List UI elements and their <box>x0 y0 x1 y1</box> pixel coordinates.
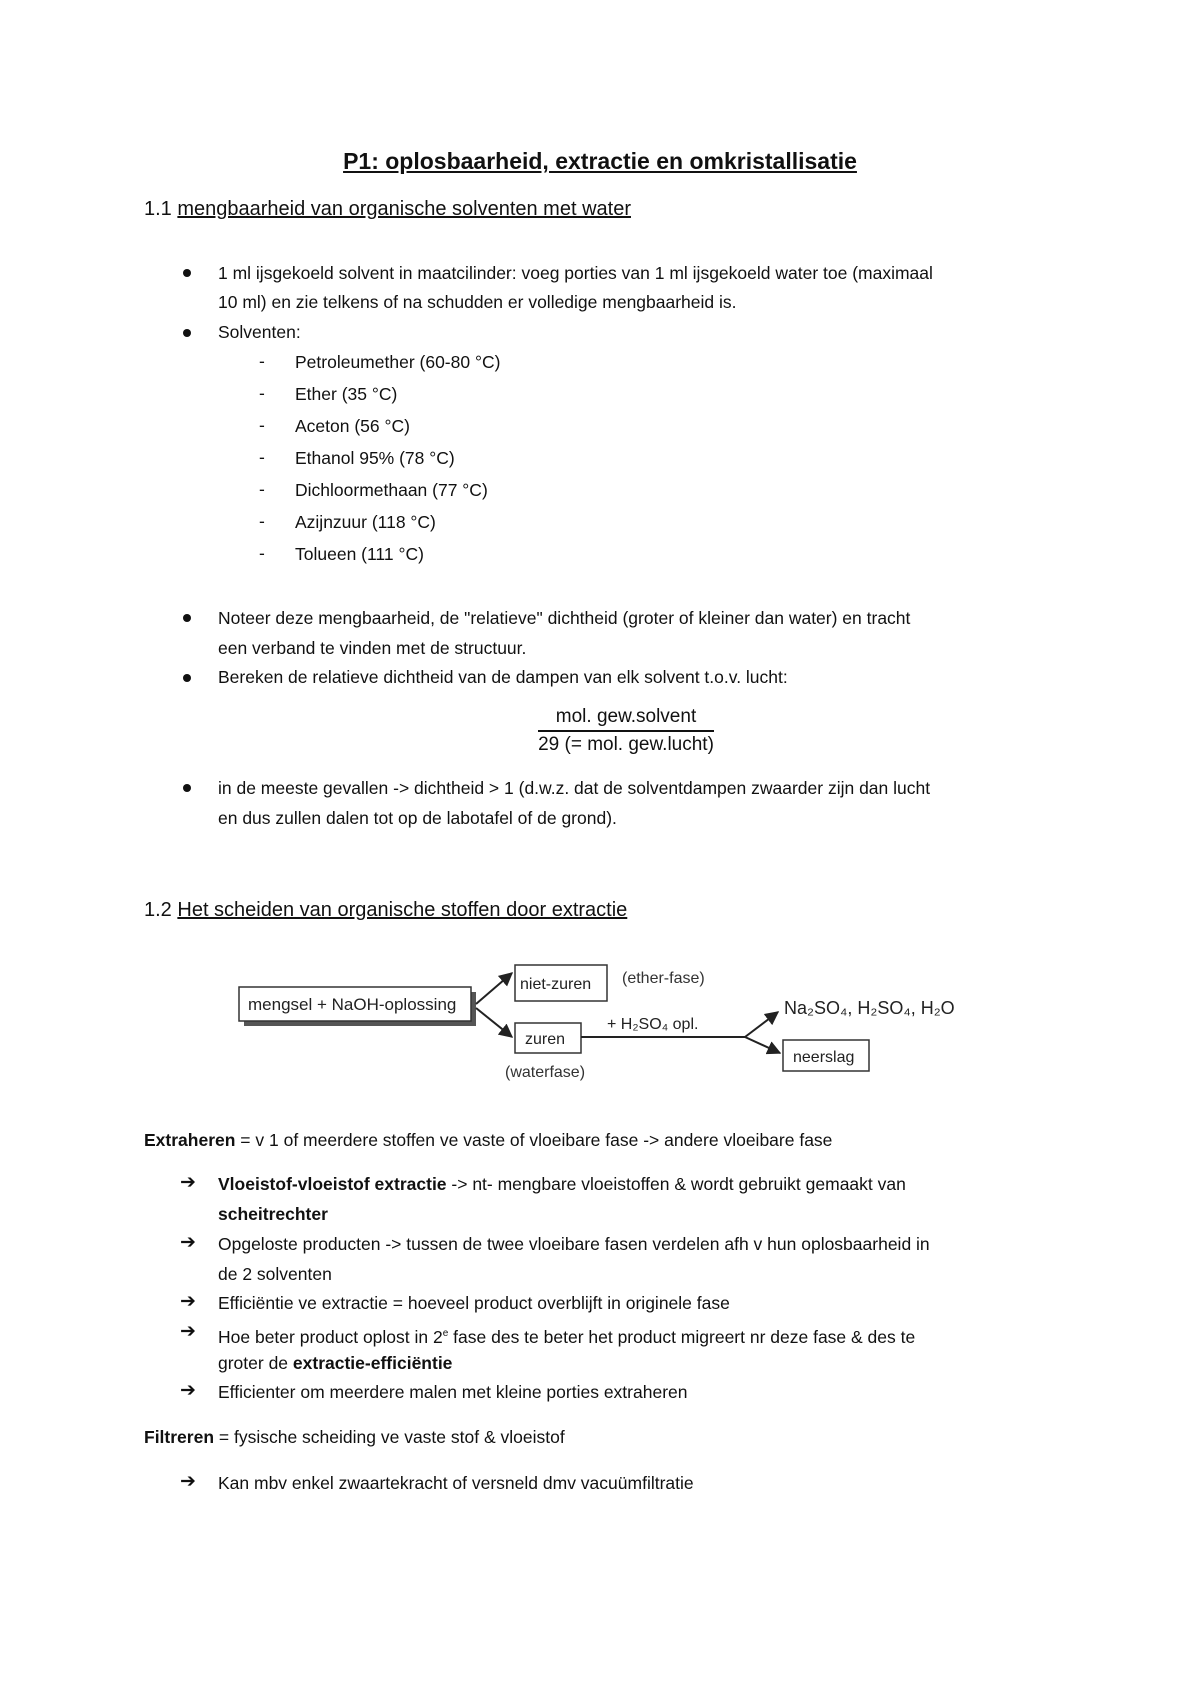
solvent-item: Aceton (56 °C) <box>295 416 410 436</box>
dash-bullet: - <box>259 511 265 531</box>
formula-numerator: mol. gew.solvent <box>538 706 714 732</box>
term: Extraheren <box>144 1130 236 1150</box>
arrow-item-line: de 2 solventen <box>218 1264 332 1284</box>
item-text: Hoe beter product oplost in 2 <box>218 1326 443 1347</box>
bullet-text-line: in de meeste gevallen -> dichtheid > 1 (d.w.z. dat de solventdampen zwaarder zijn dan lucht <box>218 778 931 798</box>
bold-term: scheitrechter <box>218 1204 328 1224</box>
neerslag-label: neerslag <box>793 1049 855 1066</box>
bullet-text-line: Noteer deze mengbaarheid, de "relatieve" dichtheid (groter of kleiner dan water) en tracht <box>218 608 911 628</box>
products-label: Na₂SO₄, H₂SO₄, H₂O <box>784 998 955 1018</box>
bullet-text-line: 10 ml) en zie telkens of na schudden er volledige mengbaarheid is. <box>218 292 737 312</box>
superscript: e <box>442 1328 449 1339</box>
arrow-item-line: Efficiëntie ve extractie = hoeveel product overblijft in originele fase <box>218 1293 730 1313</box>
dash-bullet: - <box>259 447 265 467</box>
formula-denominator: 29 (= mol. gew.lucht) <box>538 734 714 755</box>
solvent-item: Petroleumether (60-80 °C) <box>295 352 501 372</box>
arrow-bullet-icon: ➔ <box>180 1172 196 1193</box>
definition: = fysische scheiding ve vaste stof & vloeistof <box>214 1427 565 1447</box>
term: Filtreren <box>144 1427 215 1447</box>
item-text: -> nt- mengbare vloeistoffen & wordt gebruikt gemaakt van <box>446 1174 906 1194</box>
dash-bullet: - <box>259 351 265 371</box>
arrow-bullet-icon: ➔ <box>180 1291 196 1312</box>
zuren-label: zuren <box>525 1031 566 1048</box>
arrow-to-products <box>745 1012 778 1037</box>
item-text: groter de <box>218 1353 293 1373</box>
arrow-item-line: Opgeloste producten -> tussen de twee vloeibare fasen verdelen afh v hun oplosbaarheid in <box>218 1234 930 1254</box>
arrow-to-nietzuren <box>476 973 512 1004</box>
arrow-item-line <box>218 1319 915 1352</box>
arrow-item-line <box>218 1170 906 1199</box>
mixture-label: mengsel + NaOH-oplossing <box>248 995 457 1014</box>
arrow-to-zuren <box>476 1008 512 1037</box>
solvent-item: Ether (35 °C) <box>295 384 398 404</box>
arrow-item-line <box>218 1200 328 1229</box>
solvent-item: Dichloormethaan (77 °C) <box>295 480 488 500</box>
section-number: 1.1 <box>144 198 172 220</box>
arrow-bullet-icon: ➔ <box>180 1380 196 1401</box>
section-title: mengbaarheid van organische solventen met water <box>177 198 631 220</box>
bullet-text-line: een verband te vinden met de structuur. <box>218 638 527 658</box>
section-number: 1.2 <box>144 899 172 921</box>
arrow-to-neerslag <box>745 1037 780 1053</box>
arrow-bullet-icon: ➔ <box>180 1471 196 1492</box>
bold-term: Vloeistof-vloeistof extractie <box>218 1174 447 1194</box>
page-title: P1: oplosbaarheid, extractie en omkristallisatie <box>343 148 857 174</box>
item-text: fase des te beter het product migreert nr deze fase & des te <box>448 1326 916 1347</box>
solvent-item: Ethanol 95% (78 °C) <box>295 448 455 468</box>
dash-bullet: - <box>259 479 265 499</box>
waterfase-label: (waterfase) <box>505 1064 586 1081</box>
bold-term: extractie-efficiëntie <box>292 1353 453 1373</box>
h2so4-label: + H₂SO₄ opl. <box>607 1016 699 1033</box>
bullet-text: Bereken de relatieve dichtheid van de dampen van elk solvent t.o.v. lucht: <box>218 667 788 687</box>
definition-extraheren <box>144 1126 832 1155</box>
definition: = v 1 of meerdere stoffen ve vaste of vloeibare fase -> andere vloeibare fase <box>235 1130 833 1150</box>
etherfase-label: (ether-fase) <box>622 970 705 987</box>
bullet-text-line: en dus zullen dalen tot op de labotafel of de grond). <box>218 808 617 828</box>
arrow-item-line <box>218 1349 452 1378</box>
solvent-item: Tolueen (111 °C) <box>295 544 424 564</box>
bullet-text-line: 1 ml ijsgekoeld solvent in maatcilinder: voeg porties van 1 ml ijsgekoeld water toe (maximaal <box>218 263 933 283</box>
arrow-item-line: Efficienter om meerdere malen met kleine porties extraheren <box>218 1382 688 1402</box>
dash-bullet: - <box>259 383 265 403</box>
section-title: Het scheiden van organische stoffen door extractie <box>177 899 628 921</box>
arrow-bullet-icon: ➔ <box>180 1321 196 1342</box>
arrow-item-line: Kan mbv enkel zwaartekracht of versneld dmv vacuümfiltratie <box>218 1473 694 1493</box>
definition-filtreren <box>144 1423 565 1452</box>
nietzuren-label: niet-zuren <box>520 976 592 993</box>
arrow-bullet-icon: ➔ <box>180 1232 196 1253</box>
dash-bullet: - <box>259 415 265 435</box>
bullet-text: Solventen: <box>218 322 301 342</box>
solvent-item: Azijnzuur (118 °C) <box>295 512 436 532</box>
dash-bullet: - <box>259 543 265 563</box>
